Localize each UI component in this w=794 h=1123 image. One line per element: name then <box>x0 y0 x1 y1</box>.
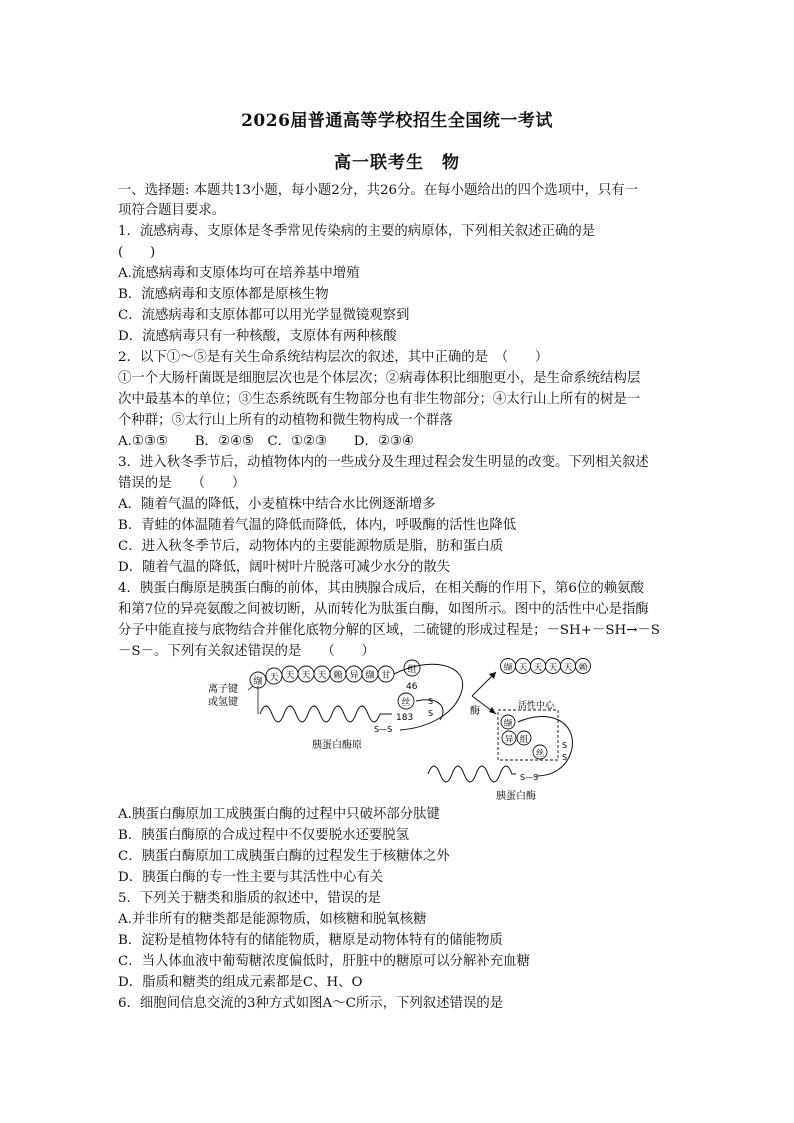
enzyme-label: 胰蛋白酶 <box>496 791 536 802</box>
left-bead-chain <box>250 666 394 688</box>
q4-option-c: C．胰蛋白酶原加工成胰蛋白酶的过程发生于核糖体之外 <box>118 849 450 864</box>
bead-label: 组 <box>519 735 529 745</box>
bead <box>546 659 561 674</box>
q3-option-d: D．随着气温的降低，阔叶树叶片脱落可减少水分的散失 <box>118 560 451 575</box>
q2-statements-3: 个种群；⑤太行山上所有的动植物和微生物构成一个群落 <box>118 413 453 428</box>
q4-option-a: A.胰蛋白酶原加工成胰蛋白酶的过程中只破坏部分肽键 <box>118 807 440 822</box>
bead <box>298 666 314 682</box>
bead-label: 赖 <box>578 663 588 673</box>
active-center-label: 活性中心 <box>518 701 555 711</box>
bead-label: 缬 <box>503 719 513 729</box>
precursor-helix <box>260 706 392 722</box>
bead-label: 天 <box>533 663 543 673</box>
bead-label: 赖 <box>333 671 343 681</box>
bond-label-2: 或氢键 <box>208 697 238 708</box>
bead <box>330 666 346 682</box>
q4-stem-3: 分子中能直接与底物结合并催化底物分解的区域，二硫键的形成过程是；－SH+－SH→－S <box>118 623 660 638</box>
q5-option-b: B．淀粉是植物体特有的储能物质，糖原是动物体特有的储能物质 <box>118 933 503 948</box>
q5-stem: 5．下列关于糖类和脂质的叙述中，错误的是 <box>118 891 381 906</box>
q3-stem: 3．进入秋冬季节后，动植物体内的一些成分及生理过程会发生明显的改变。下列相关叙述 <box>118 455 649 470</box>
bead <box>502 731 516 745</box>
bead-label: 异 <box>349 671 359 681</box>
residue-number-46: 46 <box>406 682 418 692</box>
enzyme-arrow-label: 酶 <box>470 706 480 717</box>
bead-label: 天 <box>548 663 558 673</box>
exam-subtitle: 高一联考生 物 <box>334 153 460 173</box>
active-center-beads <box>501 715 547 759</box>
bead-label: 缬 <box>253 677 263 687</box>
bead-ser-183 <box>398 693 414 709</box>
trypsin-activation-figure <box>200 656 600 806</box>
q1-option-c: C．流感病毒和支原体都可以用光学显微镜观察到 <box>118 308 410 323</box>
bond-label-1: 离子键 <box>208 684 238 695</box>
bead-label: 天 <box>563 663 573 673</box>
arrow-down-head <box>489 707 496 714</box>
bead <box>378 666 394 682</box>
enzyme-ss: S—S <box>520 773 539 782</box>
enzyme-helix <box>428 766 516 782</box>
bead <box>362 666 378 682</box>
q1-option-a: A.流感病毒和支原体均可在培养基中增殖 <box>118 266 360 281</box>
bead-label: 天 <box>285 671 295 681</box>
q1-option-d: D．流感病毒只有一种核酸，支原体有两种核酸 <box>118 329 397 344</box>
bead-label: 甘 <box>381 671 391 681</box>
bead <box>250 672 266 688</box>
bead-label: 缬 <box>365 671 375 681</box>
disulfide-s-top: S <box>428 697 434 706</box>
q1-stem: 1．流感病毒、支原体是冬季常见传染病的主要的病原体，下列相关叙述正确的是 <box>118 224 596 239</box>
q4-stem-1: 4．胰蛋白酶原是胰蛋白酶的前体，其由胰腺合成后，在相关酶的作用下，第6位的赖氨酸 <box>118 581 644 596</box>
q5-option-a: A.并非所有的糖类都是能源物质，如核糖和脱氧核糖 <box>118 912 427 927</box>
bead-label: 天 <box>301 671 311 681</box>
q4-option-b: B．胰蛋白酶原的合成过程中不仅要脱水还要脱氢 <box>118 828 410 843</box>
q4-stem-2: 和第7位的异亮氨酸之间被切断，从而转化为肽蛋白酶，如图所示。图中的活性中心是指酶 <box>118 602 649 617</box>
q4-stem-4: －S－。下列有关叙述错误的是 （ ） <box>118 644 375 659</box>
section-instruction-cont: 项符合题目要求。 <box>118 203 226 218</box>
q3-stem-cont: 错误的是 （ ） <box>118 476 246 491</box>
bead <box>561 659 576 674</box>
released-peptide <box>501 659 591 674</box>
q2-statements-1: ①一个大肠杆菌既是细胞层次也是个体层次；②病毒体积比细胞更小，是生命系统结构层 <box>118 371 641 386</box>
disulfide-ss: S—S <box>374 725 393 734</box>
bead <box>314 666 330 682</box>
bead <box>576 659 591 674</box>
bead-label: 丝 <box>401 698 411 708</box>
section-instruction: 一、选择题: 本题共13小题，每小题2分，共26分。在每小题给出的四个选项中，只有一 <box>118 183 639 198</box>
bead <box>531 659 546 674</box>
q6-stem: 6．细胞间信息交流的3种方式如图A～C所示，下列叙述错误的是 <box>118 996 504 1011</box>
q2-options: A.①③⑤ B．②④⑤ C．①②③ D．②③④ <box>118 434 414 449</box>
enzyme-s-bottom: S <box>562 753 568 762</box>
q3-option-b: B．青蛙的体温随着气温的降低而降低，体内，呼吸酶的活性也降低 <box>118 518 517 533</box>
q3-option-a: A．随着气温的降低，小麦植株中结合水比例逐渐增多 <box>118 497 436 512</box>
bead <box>266 668 282 684</box>
bead <box>516 659 531 674</box>
bead-label: 天 <box>317 671 327 681</box>
q1-option-b: B．流感病毒和支原体都是原核生物 <box>118 287 329 302</box>
bead <box>346 666 362 682</box>
bead <box>517 731 531 745</box>
bead-label: 组 <box>407 665 417 675</box>
q4-option-d: D．胰蛋白酶的专一性主要与其活性中心有关 <box>118 870 384 885</box>
bead <box>282 666 298 682</box>
bead <box>533 745 547 759</box>
exam-title: 2026届普通高等学校招生全国统一考试 <box>241 111 553 131</box>
bead-label: 丝 <box>535 749 545 759</box>
enzyme-s-top: S <box>562 741 568 750</box>
bead-label: 天 <box>518 663 528 673</box>
q2-stem: 2．以下①～⑤是有关生命系统结构层次的叙述，其中正确的是 （ ） <box>118 350 549 365</box>
q2-statements-2: 次中最基本的单位；③生态系统既有生物部分也有非生物部分；④太行山上所有的树是一 <box>118 392 641 407</box>
q5-option-c: C．当人体血液中葡萄糖浓度偏低时，肝脏中的糖原可以分解补充血糖 <box>118 954 530 969</box>
disulfide-s-bottom: S <box>428 709 434 718</box>
q3-option-c: C．进入秋冬季节后，动物体内的主要能源物质是脂，肪和蛋白质 <box>118 539 504 554</box>
residue-number-183: 183 <box>396 713 414 723</box>
bead-label: 天 <box>269 673 279 683</box>
bead-label: 异 <box>504 735 514 745</box>
precursor-label: 胰蛋白酶原 <box>312 740 362 751</box>
q1-paren: ( ) <box>118 245 156 260</box>
bead <box>501 659 516 674</box>
bead-his-46 <box>404 660 420 676</box>
bead-label: 缬 <box>503 663 513 673</box>
bead <box>501 715 515 729</box>
q5-option-d: D．脂质和糖类的组成元素都是C、H、O <box>118 975 363 990</box>
